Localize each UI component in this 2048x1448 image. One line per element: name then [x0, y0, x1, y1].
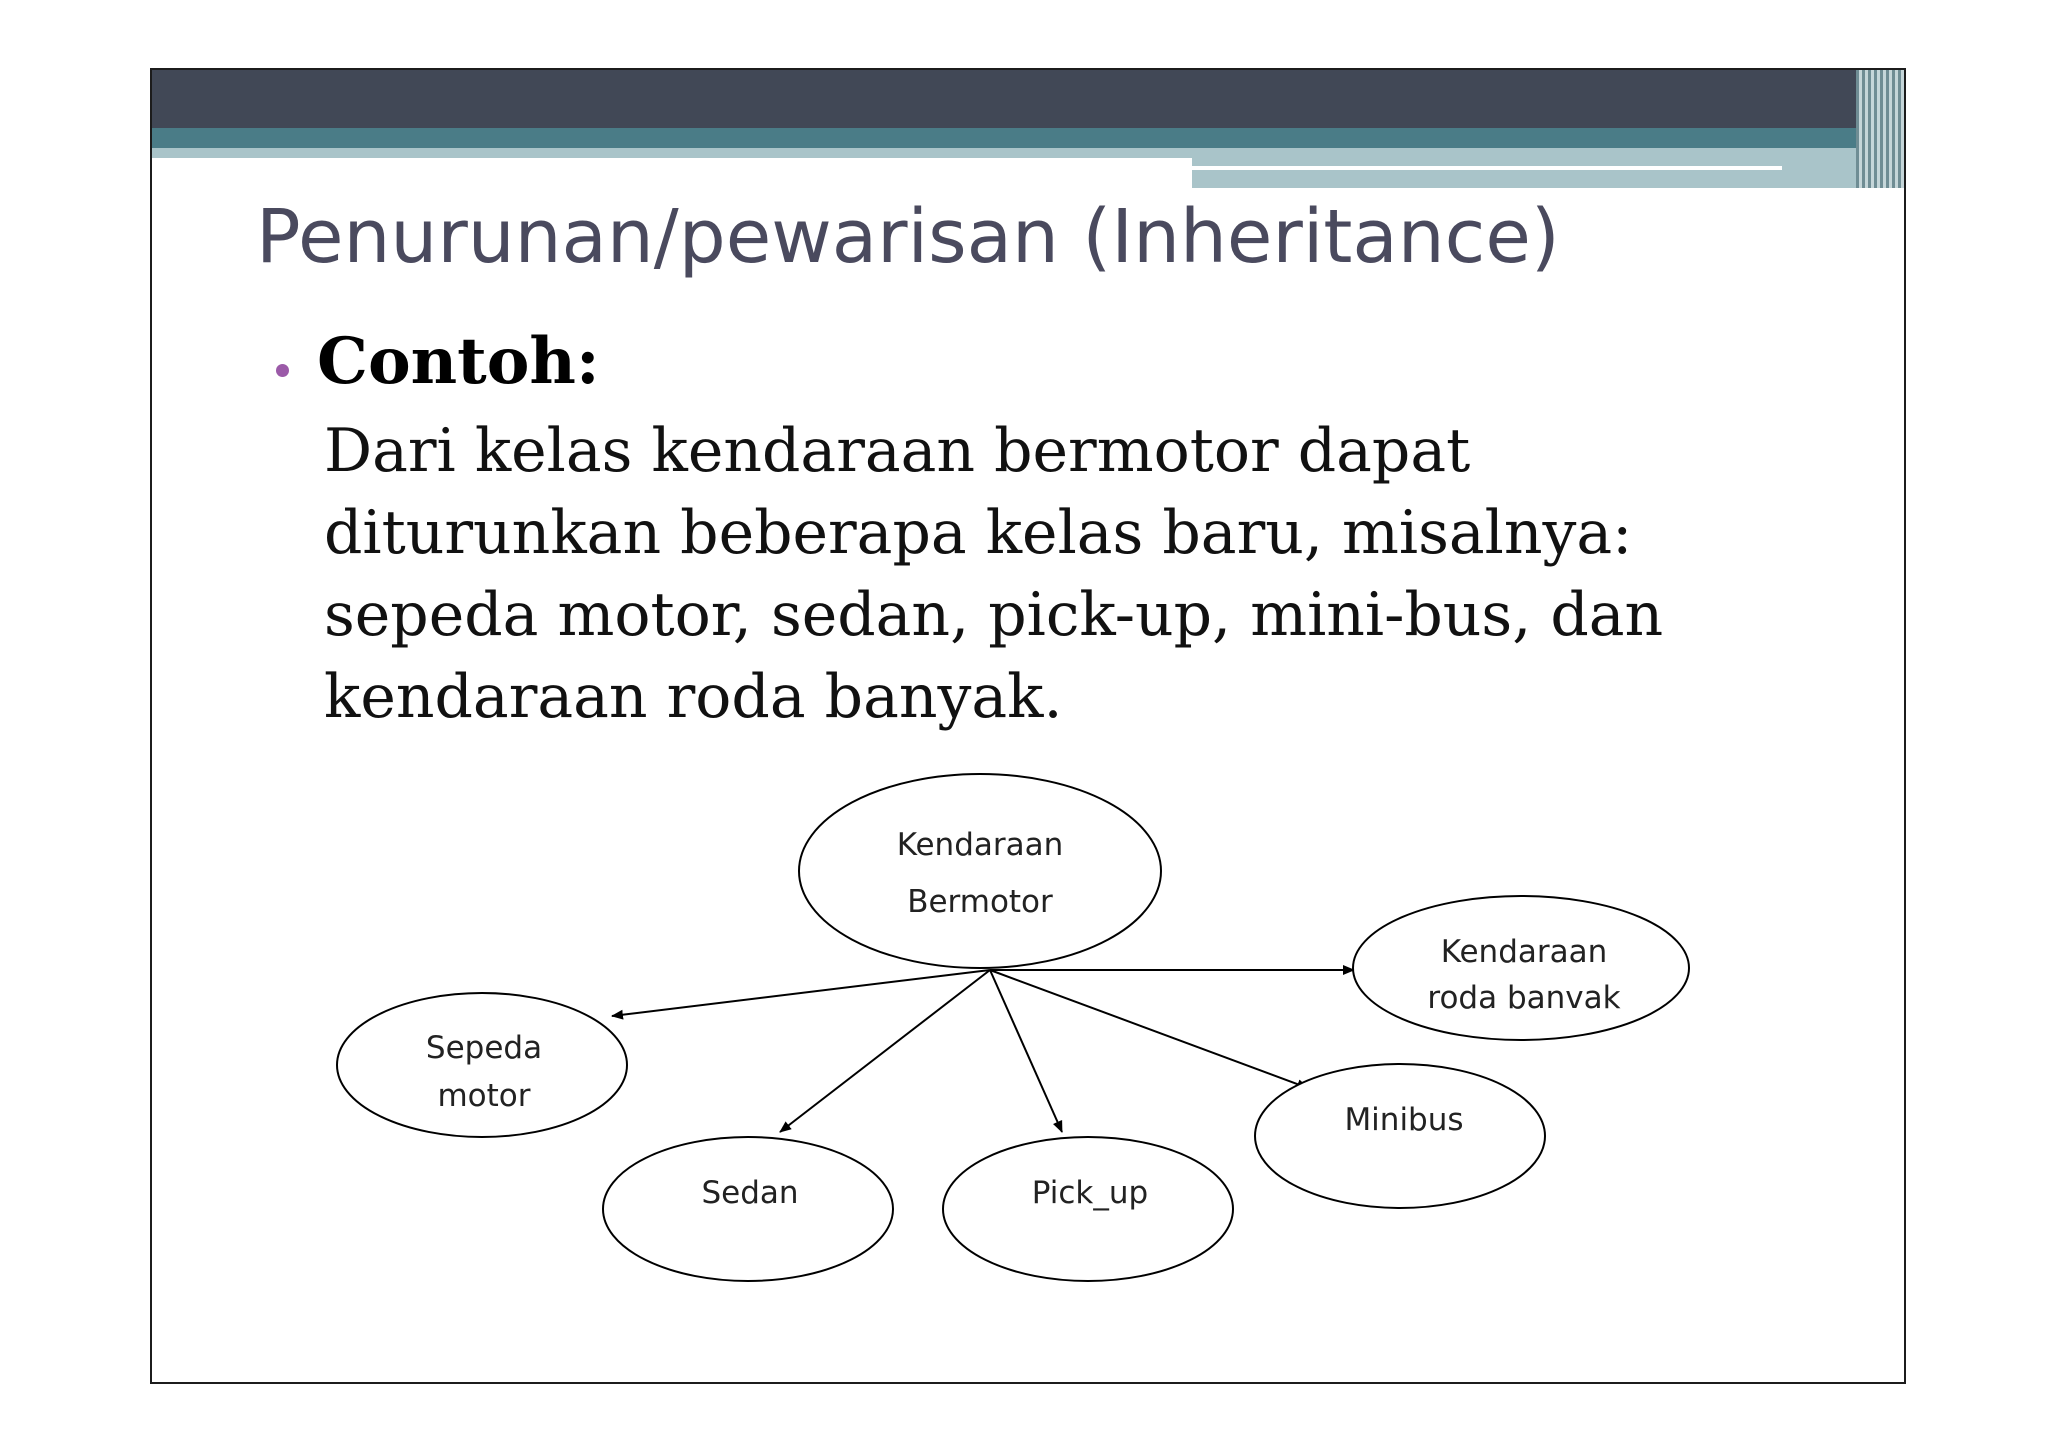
node-label: Minibus — [1344, 1102, 1464, 1138]
node-label: Sepeda — [425, 1030, 543, 1066]
node-label: roda banvak — [1427, 980, 1621, 1016]
node-minibus — [1255, 1064, 1545, 1208]
edge-root-sepeda-motor — [612, 970, 990, 1016]
node-label: Bermotor — [907, 884, 1053, 920]
node-label: Sedan — [701, 1175, 799, 1211]
node-label: Kendaraan — [896, 827, 1064, 863]
node-label: motor — [437, 1078, 531, 1114]
node-kendaraan-roda-banyak — [1353, 896, 1689, 1040]
node-sepeda-motor — [337, 993, 627, 1137]
diagram-edges — [612, 970, 1354, 1132]
node-label: Pick_up — [1031, 1175, 1149, 1211]
edge-root-sedan — [780, 970, 990, 1132]
bullet-heading: Contoh: — [317, 324, 600, 399]
slide-title: Penurunan/pewarisan (Inheritance) — [256, 194, 1560, 280]
body-text: Dari kelas kendaraan bermotor dapat diturunkan beberapa kelas baru, misalnya: sepeda motor, sedan, pick-up, mini-bus, dan kendaraan roda banyak. — [324, 416, 1664, 732]
node-sedan — [603, 1137, 893, 1281]
node-kendaraan-bermotor — [799, 774, 1161, 968]
edge-root-minibus — [990, 970, 1308, 1088]
node-label: Kendaraan — [1440, 934, 1608, 970]
node-pick-up — [943, 1137, 1233, 1281]
edge-root-pick-up — [990, 970, 1062, 1132]
